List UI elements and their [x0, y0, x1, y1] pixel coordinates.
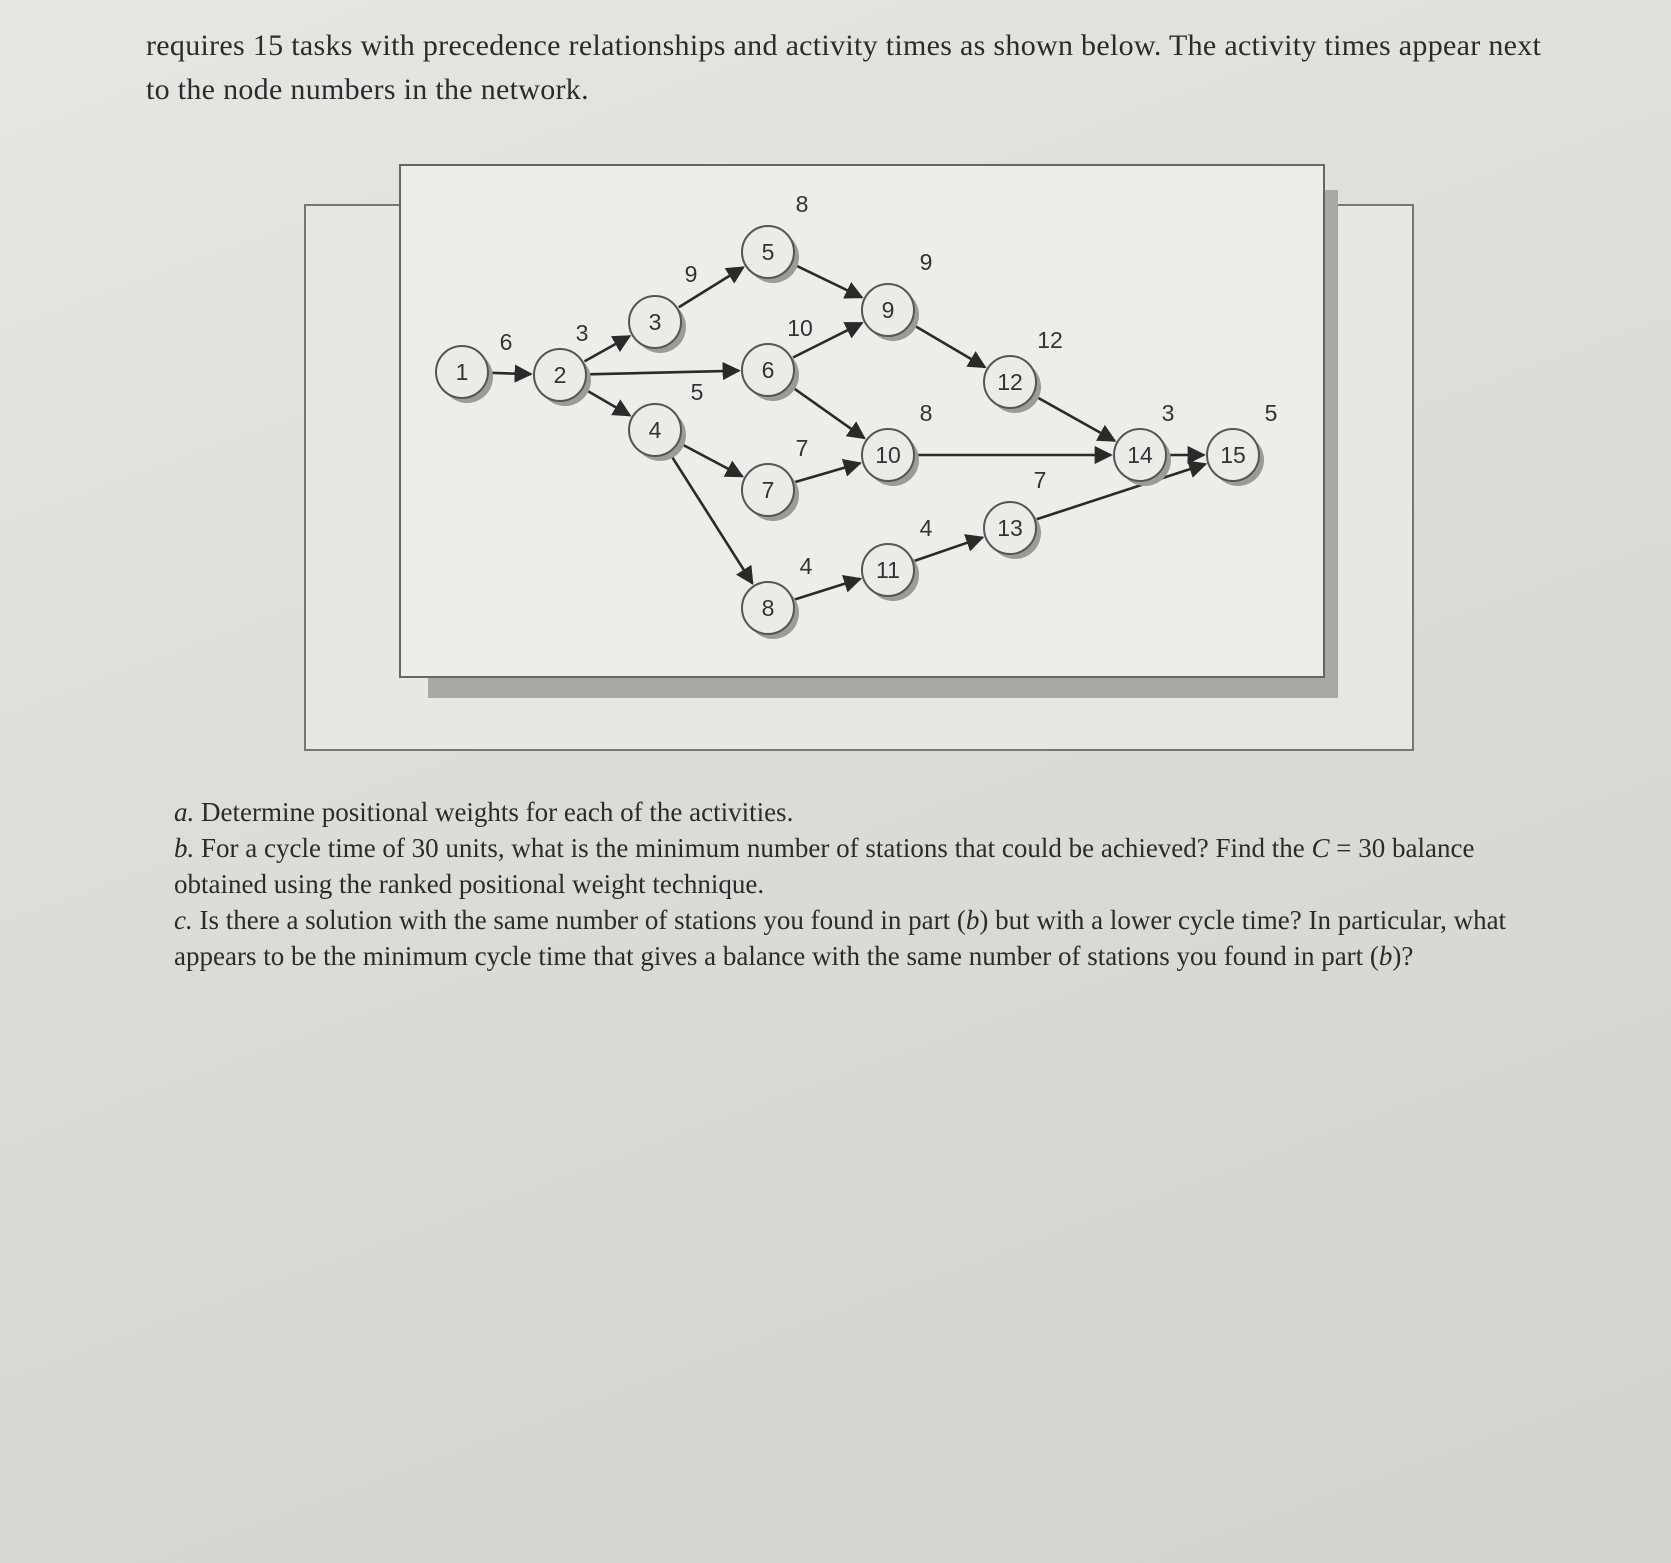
question-c-text-3: )?	[1392, 941, 1414, 971]
diagram-inner-frame	[400, 165, 1324, 677]
node-4-time-label: 5	[690, 379, 704, 405]
node-5-time-label: 8	[795, 191, 809, 217]
node-7-label: 7	[761, 477, 775, 503]
question-c-letter: c.	[174, 905, 193, 935]
node-2-time-label: 3	[575, 320, 589, 346]
question-c-text-1: Is there a solution with the same number of stations you found in part (	[199, 905, 966, 935]
question-a-text: Determine positional weights for each of the activities.	[201, 797, 794, 827]
node-1-label: 1	[455, 359, 469, 385]
questions-block	[172, 797, 1572, 974]
node-10-time-label: 8	[919, 400, 933, 426]
edge-1-to-2	[490, 373, 531, 374]
node-14-label: 14	[1127, 442, 1153, 468]
question-c-ref-1: b	[965, 905, 980, 935]
node-15-label: 15	[1220, 442, 1246, 468]
node-6-time-label: 10	[787, 315, 813, 341]
node-3-label: 3	[648, 309, 662, 335]
node-8-time-label: 4	[799, 553, 813, 579]
node-2-label: 2	[553, 362, 567, 388]
question-a	[172, 794, 1572, 830]
node-6-label: 6	[761, 357, 775, 383]
node-4-label: 4	[648, 417, 662, 443]
node-12-time-label: 12	[1037, 327, 1063, 353]
question-c-text-2: ) but with a lower cycle time? In particular, what appears to be the minimum cycle time that gives a balance with the same number of stations you found in part (	[174, 905, 1507, 971]
question-c-ref-2: b	[1378, 941, 1393, 971]
question-b	[172, 830, 1572, 902]
question-b-text-1: For a cycle time of 30 units, what is the minimum number of stations that could be achieved? Find the	[201, 833, 1305, 863]
question-b-letter: b.	[174, 833, 195, 863]
question-c	[172, 902, 1572, 974]
intro-paragraph: requires 15 tasks with precedence relationships and activity times as shown below. The activity times appear next to the node numbers in the network.	[146, 29, 1542, 106]
node-13-label: 13	[997, 515, 1023, 541]
node-3-time-label: 9	[684, 261, 698, 287]
node-5-label: 5	[761, 239, 775, 265]
node-7-time-label: 7	[795, 435, 809, 461]
node-9-time-label: 9	[919, 249, 933, 275]
question-b-text-2: = 30 balance obtained using the ranked positional weight technique.	[174, 833, 1475, 899]
node-11-time-label: 4	[919, 515, 933, 541]
node-10-label: 10	[875, 442, 901, 468]
node-15-time-label: 5	[1264, 400, 1278, 426]
node-14-time-label: 3	[1161, 400, 1175, 426]
question-b-var: C	[1311, 833, 1330, 863]
node-12-label: 12	[997, 369, 1023, 395]
node-8-label: 8	[761, 595, 775, 621]
question-a-letter: a.	[174, 797, 195, 827]
node-11-label: 11	[876, 557, 900, 583]
node-9-label: 9	[881, 297, 895, 323]
node-1-time-label: 6	[499, 329, 513, 355]
node-13-time-label: 7	[1033, 467, 1047, 493]
